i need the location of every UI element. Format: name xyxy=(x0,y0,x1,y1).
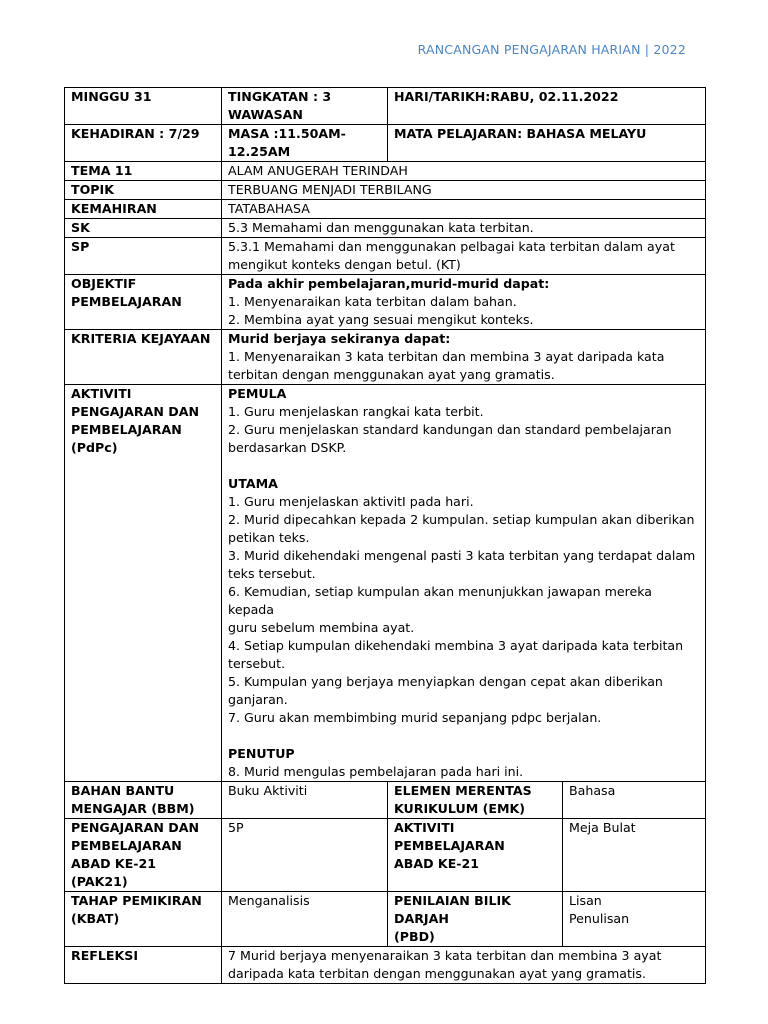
penutup-heading: PENUTUP xyxy=(228,746,295,761)
pbd-value-line: Lisan xyxy=(569,893,602,908)
abad21-activity-label xyxy=(388,819,563,892)
subject-cell: MATA PELAJARAN: BAHASA MELAYU xyxy=(388,125,706,162)
utama-line: tersebut. xyxy=(228,656,286,671)
utama-line: 6. Kemudian, setiap kumpulan akan menunjukkan jawapan mereka kepada xyxy=(228,584,653,617)
utama-line: guru sebelum membina ayat. xyxy=(228,620,415,635)
reflection-line: 7 Murid berjaya menyenaraikan 3 kata terbitan dan membina 3 ayat xyxy=(228,948,662,963)
utama-line: ganjaran. xyxy=(228,692,288,707)
emk-label-line: KURIKULUM (EMK) xyxy=(394,801,526,816)
form-cell: TINGKATAN : 3 WAWASAN xyxy=(222,88,388,125)
utama-line: teks tersebut. xyxy=(228,566,316,581)
pak21-value: 5P xyxy=(222,819,388,892)
abad21-activity-value: Meja Bulat xyxy=(563,819,706,892)
bbm-label-line: BAHAN BANTU xyxy=(71,783,175,798)
pbd-value-line: Penulisan xyxy=(569,911,630,926)
table-row xyxy=(65,200,706,219)
pemula-line: berdasarkan DSKP. xyxy=(228,440,347,455)
table-row xyxy=(65,275,706,330)
objective-value xyxy=(222,275,706,330)
pak21-label xyxy=(65,819,222,892)
pak21-label-line: ABAD KE-21 (PAK21) xyxy=(71,856,157,889)
pak21-label-line: PENGAJARAN DAN xyxy=(71,820,199,835)
emk-value: Bahasa xyxy=(563,782,706,819)
attendance-cell: KEHADIRAN : 7/29 xyxy=(65,125,222,162)
table-row xyxy=(65,181,706,200)
table-row xyxy=(65,947,706,984)
day-date-cell: HARI/TARIKH:RABU, 02.11.2022 xyxy=(388,88,706,125)
topic-value: TERBUANG MENJADI TERBILANG xyxy=(222,181,706,200)
utama-line: 7. Guru akan membimbing murid sepanjang pdpc berjalan. xyxy=(228,710,602,725)
table-row xyxy=(65,125,706,162)
bbm-value: Buku Aktiviti xyxy=(222,782,388,819)
kbat-value: Menganalisis xyxy=(222,892,388,947)
objective-label-line: PEMBELAJARAN xyxy=(71,294,182,309)
week-cell: MINGGU 31 xyxy=(65,88,222,125)
pemula-line: 1. Guru menjelaskan rangkai kata terbit. xyxy=(228,404,484,419)
table-row xyxy=(65,819,706,892)
utama-heading: UTAMA xyxy=(228,476,278,491)
table-row xyxy=(65,385,706,782)
criteria-line: terbitan dengan menggunakan ayat yang gramatis. xyxy=(228,367,555,382)
pbd-value xyxy=(563,892,706,947)
table-row xyxy=(65,88,706,125)
penutup-line: 8. Murid mengulas pembelajaran pada hari ini. xyxy=(228,764,524,779)
criteria-label: KRITERIA KEJAYAAN xyxy=(65,330,222,385)
bbm-label-line: MENGAJAR (BBM) xyxy=(71,801,195,816)
pemula-heading: PEMULA xyxy=(228,386,287,401)
bbm-label xyxy=(65,782,222,819)
table-row xyxy=(65,782,706,819)
utama-line: 1. Guru menjelaskan aktivitI pada hari. xyxy=(228,494,474,509)
skill-value: TATABAHASA xyxy=(222,200,706,219)
reflection-value xyxy=(222,947,706,984)
kbat-label-line: TAHAP PEMIKIRAN xyxy=(71,893,202,908)
topic-label: TOPIK xyxy=(65,181,222,200)
activity-label-line: (PdPc) xyxy=(71,440,118,455)
criteria-value xyxy=(222,330,706,385)
sk-value: 5.3 Memahami dan menggunakan kata terbitan. xyxy=(222,219,706,238)
emk-label xyxy=(388,782,563,819)
utama-line: petikan teks. xyxy=(228,530,310,545)
sp-line: mengikut konteks dengan betul. (KT) xyxy=(228,257,461,272)
kbat-label xyxy=(65,892,222,947)
pbd-label-line: PENILAIAN BILIK DARJAH xyxy=(394,893,511,926)
pemula-line: 2. Guru menjelaskan standard kandungan dan standard pembelajaran xyxy=(228,422,672,437)
table-row xyxy=(65,219,706,238)
utama-line: 2. Murid dipecahkan kepada 2 kumpulan. setiap kumpulan akan diberikan xyxy=(228,512,695,527)
kbat-label-line: (KBAT) xyxy=(71,911,120,926)
lesson-plan-table xyxy=(64,87,706,984)
objective-item: 1. Menyenaraikan kata terbitan dalam bahan. xyxy=(228,294,517,309)
objective-label xyxy=(65,275,222,330)
activity-label-line: PENGAJARAN DAN xyxy=(71,404,199,419)
skill-label: KEMAHIRAN xyxy=(65,200,222,219)
reflection-label: REFLEKSI xyxy=(65,947,222,984)
emk-label-line: ELEMEN MERENTAS xyxy=(394,783,532,798)
activity-value xyxy=(222,385,706,782)
sk-label: SK xyxy=(65,219,222,238)
criteria-line: 1. Menyenaraikan 3 kata terbitan dan membina 3 ayat daripada kata xyxy=(228,349,665,364)
pbd-label xyxy=(388,892,563,947)
document-header: RANCANGAN PENGAJARAN HARIAN | 2022 xyxy=(417,42,686,57)
criteria-intro: Murid berjaya sekiranya dapat: xyxy=(228,331,451,346)
pak21-label-line: PEMBELAJARAN xyxy=(71,838,182,853)
abad21-label-line: ABAD KE-21 xyxy=(394,856,480,871)
utama-line: 3. Murid dikehendaki mengenal pasti 3 kata terbitan yang terdapat dalam xyxy=(228,548,696,563)
utama-line: 4. Setiap kumpulan dikehendaki membina 3 ayat daripada kata terbitan xyxy=(228,638,684,653)
table-row xyxy=(65,238,706,275)
objective-intro: Pada akhir pembelajaran,murid-murid dapat: xyxy=(228,276,550,291)
theme-label: TEMA 11 xyxy=(65,162,222,181)
objective-item: 2. Membina ayat yang sesuai mengikut konteks. xyxy=(228,312,534,327)
pbd-label-line: (PBD) xyxy=(394,929,435,944)
activity-label-line: AKTIVITI xyxy=(71,386,132,401)
sp-line: 5.3.1 Memahami dan menggunakan pelbagai kata terbitan dalam ayat xyxy=(228,239,675,254)
theme-value: ALAM ANUGERAH TERINDAH xyxy=(222,162,706,181)
table-row xyxy=(65,892,706,947)
sp-value xyxy=(222,238,706,275)
table-row xyxy=(65,162,706,181)
utama-line: 5. Kumpulan yang berjaya menyiapkan dengan cepat akan diberikan xyxy=(228,674,663,689)
table-row xyxy=(65,330,706,385)
abad21-label-line: AKTIVITI PEMBELAJARAN xyxy=(394,820,505,853)
activity-label-line: PEMBELAJARAN xyxy=(71,422,182,437)
activity-label xyxy=(65,385,222,782)
time-cell: MASA :11.50AM-12.25AM xyxy=(222,125,388,162)
reflection-line: daripada kata terbitan dengan menggunakan ayat yang gramatis. xyxy=(228,966,646,981)
objective-label-line: OBJEKTIF xyxy=(71,276,137,291)
sp-label: SP xyxy=(65,238,222,275)
